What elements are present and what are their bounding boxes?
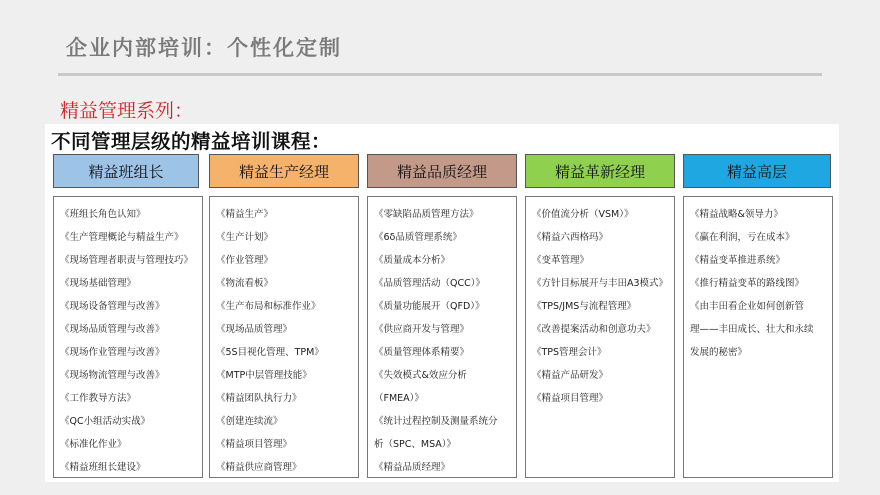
course-item: 《质量成本分析》 — [374, 255, 451, 266]
course-item: 《现场物流管理与改善》 — [60, 370, 165, 381]
course-item: 《价值流分析（VSM）》 — [532, 209, 634, 220]
course-item: 理——丰田成长、壮大和永续 — [690, 324, 814, 335]
course-item: 《精益品质经理》 — [374, 462, 451, 473]
course-item: 《供应商开发与管理》 — [374, 324, 470, 335]
column-list-quality-manager — [367, 196, 517, 478]
course-item: 《生产管理概论与精益生产》 — [60, 232, 184, 243]
course-item: 《生产计划》 — [216, 232, 274, 243]
course-item: 《统计过程控制及测量系统分 — [374, 416, 498, 427]
course-item: 《标准化作业》 — [60, 439, 127, 450]
course-item: 《质量管理体系精要》 — [374, 347, 470, 358]
course-item: 《精益六西格玛》 — [532, 232, 609, 243]
column-header-senior-executive: 精益高层 — [683, 154, 831, 188]
course-item: 《MTP中层管理技能》 — [216, 370, 312, 381]
course-item: 《现场品质管理与改善》 — [60, 324, 165, 335]
title-divider — [58, 73, 822, 76]
page-title: 企业内部培训：个性化定制 — [66, 36, 342, 60]
course-item: 《物流看板》 — [216, 278, 274, 289]
course-item: 《现场设备管理与改善》 — [60, 301, 165, 312]
column-header-innovation-manager: 精益革新经理 — [525, 154, 675, 188]
course-item: 《精益项目管理》 — [216, 439, 293, 450]
course-item: 《创建连续流》 — [216, 416, 283, 427]
course-item: 《品质管理活动（QCC）》 — [374, 278, 485, 289]
course-item: 《6δ品质管理系统》 — [374, 232, 462, 243]
course-panel — [45, 124, 839, 482]
course-item: 《精益供应商管理》 — [216, 462, 302, 473]
course-item: 《失效模式&效应分析 — [374, 370, 467, 381]
course-item: 《精益生产》 — [216, 209, 274, 220]
course-item: 《现场管理者职责与管理技巧》 — [60, 255, 194, 266]
course-item: 《推行精益变革的路线图》 — [690, 278, 805, 289]
course-item: 《赢在利润，亏在成本》 — [690, 232, 795, 243]
course-item: 《精益班组长建设》 — [60, 462, 146, 473]
series-label: 精益管理系列： — [60, 100, 194, 122]
course-item: 《作业管理》 — [216, 255, 274, 266]
course-item: 《现场作业管理与改善》 — [60, 347, 165, 358]
course-item: 《工作教导方法》 — [60, 393, 137, 404]
column-list-senior-executive — [683, 196, 833, 478]
course-item: 《精益产品研发》 — [532, 370, 609, 381]
course-item: 《方针目标展开与丰田A3模式》 — [532, 278, 669, 289]
column-list-production-manager — [209, 196, 359, 478]
column-header-production-manager: 精益生产经理 — [209, 154, 359, 188]
course-item: 《变革管理》 — [532, 255, 590, 266]
column-list-team-leader — [53, 196, 203, 478]
panel-heading: 不同管理层级的精益培训课程： — [51, 130, 332, 153]
course-item: 析（SPC、MSA）》 — [374, 439, 457, 450]
column-list-innovation-manager — [525, 196, 675, 478]
course-item: 《精益变革推进系统》 — [690, 255, 786, 266]
course-item: 《零缺陷品质管理方法》 — [374, 209, 479, 220]
course-item: 《精益项目管理》 — [532, 393, 609, 404]
course-item: 《TPS管理会计》 — [532, 347, 607, 358]
course-item: 《改善提案活动和创意功夫》 — [532, 324, 656, 335]
column-header-quality-manager: 精益品质经理 — [367, 154, 517, 188]
course-item: 《班组长角色认知》 — [60, 209, 146, 220]
course-item: 《现场品质管理》 — [216, 324, 293, 335]
course-item: 《精益团队执行力》 — [216, 393, 302, 404]
course-item: 《5S目视化管理、TPM》 — [216, 347, 324, 358]
course-item: 《质量功能展开（QFD）》 — [374, 301, 485, 312]
course-item: 发展的秘密》 — [690, 347, 748, 358]
course-item: 《QC小组活动实战》 — [60, 416, 151, 427]
course-item: 《生产布局和标准作业》 — [216, 301, 321, 312]
course-item: 《现场基础管理》 — [60, 278, 137, 289]
course-item: 《由丰田看企业如何创新管 — [690, 301, 805, 312]
column-header-team-leader: 精益班组长 — [53, 154, 199, 188]
course-item: 《精益战略&领导力》 — [690, 209, 783, 220]
course-item: 《TPS/JMS与流程管理》 — [532, 301, 637, 312]
course-item: （FMEA）》 — [374, 393, 424, 404]
